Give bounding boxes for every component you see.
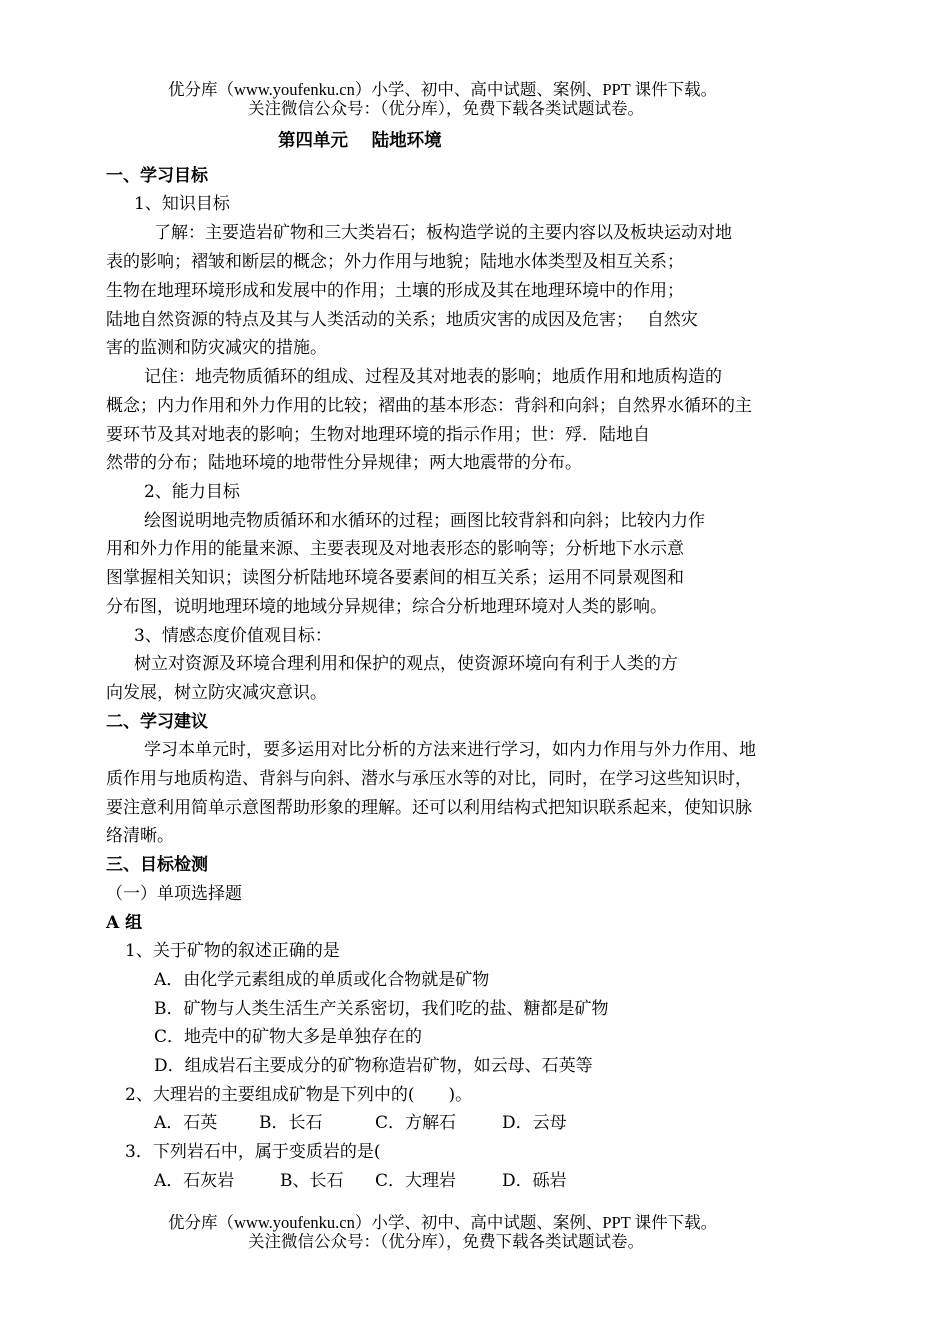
question-3-option-b: B、长石 <box>280 1171 344 1191</box>
knowledge-line: 概念；内力作用和外力作用的比较；褶曲的基本形态：背斜和向斜；自然界水循环的主 <box>106 396 752 416</box>
question-3-option-a: A．石灰岩 <box>154 1171 235 1191</box>
question-1-option-c: C．地壳中的矿物大多是单独存在的 <box>154 1027 423 1047</box>
ability-goal-heading: 2、能力目标 <box>144 482 240 502</box>
question-2-option-d: D．云母 <box>502 1113 567 1133</box>
question-1-option-d: D．组成岩石主要成分的矿物称造岩矿物，如云母、石英等 <box>154 1056 593 1076</box>
advice-line: 要注意利用简单示意图帮助形象的理解。还可以利用结构式把知识联系起来，使知识脉 <box>106 798 752 818</box>
ability-line: 分布图，说明地理环境的地域分异规律；综合分析地理环境对人类的影响。 <box>106 597 667 617</box>
question-2-option-c: C．方解石 <box>375 1113 457 1133</box>
question-3-option-c: C．大理岩 <box>375 1171 457 1191</box>
knowledge-line: 陆地自然资源的特点及其与人类活动的关系；地质灾害的成因及危害； 自然灾 <box>106 310 698 330</box>
question-3-option-d: D．砾岩 <box>502 1171 567 1191</box>
section-heading-advice: 二、学习建议 <box>106 712 208 732</box>
subsection-heading: （一）单项选择题 <box>106 884 242 904</box>
ability-line: 绘图说明地壳物质循环和水循环的过程；画图比较背斜和向斜；比较内力作 <box>144 511 705 531</box>
header-line-1: 优分库（www.youfenku.cn）小学、初中、高中试题、案例、PPT 课件下载。 <box>168 80 718 99</box>
footer-line-1: 优分库（www.youfenku.cn）小学、初中、高中试题、案例、PPT 课件下载。 <box>168 1213 718 1232</box>
knowledge-line: 要环节及其对地表的影响；生物对地理环境的指示作用；世：殍．陆地自 <box>106 425 650 445</box>
advice-line: 学习本单元时，要多运用对比分析的方法来进行学习，如内力作用与外力作用、地 <box>144 740 756 760</box>
footer-line-2: 关注微信公众号：（优分库），免费下载各类试题试卷。 <box>248 1232 644 1251</box>
page-title: 第四单元 陆地环境 <box>278 131 442 151</box>
knowledge-line: 表的影响；褶皱和断层的概念；外力作用与地貌；陆地水体类型及相互关系； <box>106 252 684 272</box>
question-2-option-b: B．长石 <box>259 1113 323 1133</box>
section-heading-test: 三、目标检测 <box>106 855 208 875</box>
knowledge-line: 害的监测和防灾减灾的措施。 <box>106 338 327 358</box>
knowledge-goal-heading: 1、知识目标 <box>134 194 230 214</box>
emotion-line: 向发展，树立防灾减灾意识。 <box>106 683 327 703</box>
section-heading-goals: 一、学习目标 <box>106 166 208 186</box>
question-1-option-b: B．矿物与人类生活生产关系密切，我们吃的盐、糖都是矿物 <box>154 999 609 1019</box>
question-2-option-a: A．石英 <box>154 1113 218 1133</box>
question-3: 3．下列岩石中，属于变质岩的是( <box>125 1142 381 1162</box>
question-1-option-a: A．由化学元素组成的单质或化合物就是矿物 <box>154 970 490 990</box>
header-line-2: 关注微信公众号：（优分库），免费下载各类试题试卷。 <box>248 99 644 118</box>
knowledge-line: 然带的分布；陆地环境的地带性分异规律；两大地震带的分布。 <box>106 453 582 473</box>
knowledge-line: 记住：地壳物质循环的组成、过程及其对地表的影响；地质作用和地质构造的 <box>144 367 722 387</box>
emotion-goal-heading: 3、情感态度价值观目标： <box>134 626 332 646</box>
advice-line: 质作用与地质构造、背斜与向斜、潜水与承压水等的对比，同时，在学习这些知识时， <box>106 769 752 789</box>
advice-line: 络清晰。 <box>106 826 174 846</box>
ability-line: 图掌握相关知识；读图分析陆地环境各要素间的相互关系；运用不同景观图和 <box>106 568 684 588</box>
question-2: 2、大理岩的主要组成矿物是下列中的( )。 <box>125 1085 473 1105</box>
question-1: 1、关于矿物的叙述正确的是 <box>125 941 340 961</box>
ability-line: 用和外力作用的能量来源、主要表现及对地表形态的影响等；分析地下水示意 <box>106 539 684 559</box>
knowledge-line: 了解：主要造岩矿物和三大类岩石；板构造学说的主要内容以及板块运动对地 <box>154 223 732 243</box>
emotion-line: 树立对资源及环境合理利用和保护的观点，使资源环境向有利于人类的方 <box>134 654 678 674</box>
group-label: A 组 <box>106 913 143 933</box>
knowledge-line: 生物在地理环境形成和发展中的作用；土壤的形成及其在地理环境中的作用； <box>106 281 684 301</box>
